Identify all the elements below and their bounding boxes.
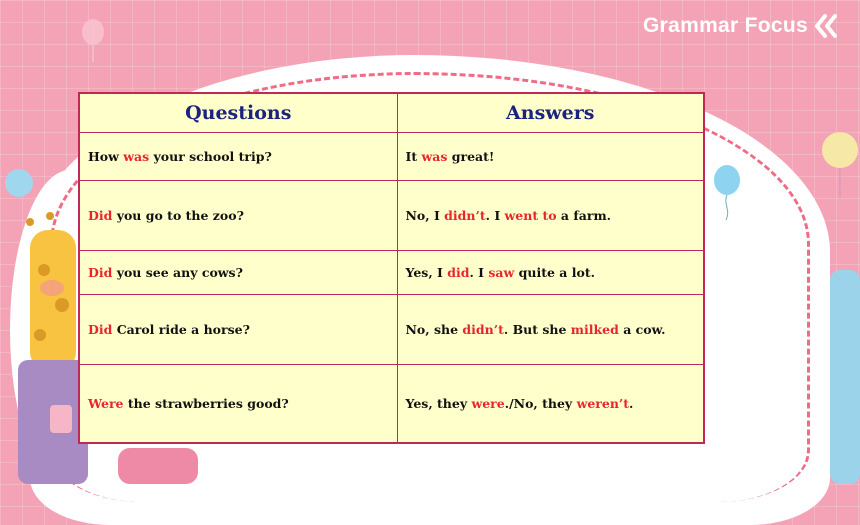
highlighted-word: went to [504, 208, 557, 223]
question-cell [79, 365, 397, 444]
question-cell [79, 251, 397, 295]
sentence-text: No, I [405, 208, 445, 223]
sentence-text: your school trip? [149, 149, 272, 164]
sentence-text: . I [469, 265, 489, 280]
table-header-row [79, 93, 704, 133]
sentence-text: . But she [503, 322, 571, 337]
highlighted-word: was [421, 149, 448, 164]
sentence-text: It [405, 149, 422, 164]
question-cell [79, 133, 397, 181]
sentence-text: . [629, 396, 634, 411]
sentence-text: No, she [405, 322, 463, 337]
character-illustration [820, 270, 860, 484]
highlighted-word: Did [88, 208, 113, 223]
highlighted-word: milked [570, 322, 619, 337]
highlighted-word: Were [88, 396, 124, 411]
highlighted-word: didn’t [462, 322, 504, 337]
balloon-icon [4, 168, 34, 208]
column-header-questions: Questions [79, 93, 397, 133]
sentence-text: quite a lot. [514, 265, 595, 280]
highlighted-word: was [123, 149, 150, 164]
sentence-text: . I [485, 208, 505, 223]
answer-cell [397, 181, 704, 251]
character-illustration [118, 440, 198, 484]
sentence-text: ./No, they [504, 396, 577, 411]
table-row [79, 133, 704, 181]
sentence-text: a farm. [556, 208, 612, 223]
highlighted-word: did [447, 265, 470, 280]
answer-cell [397, 365, 704, 444]
table-row [79, 295, 704, 365]
balloon-icon [712, 164, 742, 220]
highlighted-word: saw [488, 265, 515, 280]
sentence-text: you go to the zoo? [112, 208, 244, 223]
table-row [79, 251, 704, 295]
answer-cell [397, 251, 704, 295]
highlighted-word: didn’t [444, 208, 486, 223]
sentence-text: How [88, 149, 124, 164]
sentence-text: a cow. [618, 322, 666, 337]
section-title: Grammar Focus [643, 14, 808, 37]
sentence-text: Carol ride a horse? [112, 322, 250, 337]
balloon-icon [820, 132, 860, 198]
highlighted-word: weren’t [576, 396, 630, 411]
double-chevron-left-icon[interactable] [814, 12, 838, 40]
sentence-text: Yes, I [405, 265, 448, 280]
table-row [79, 181, 704, 251]
sentence-text: Yes, they [405, 396, 472, 411]
highlighted-word: Did [88, 265, 113, 280]
sentence-text: great! [447, 149, 495, 164]
question-cell [79, 181, 397, 251]
grammar-table [78, 92, 705, 444]
highlighted-word: were [471, 396, 505, 411]
sentence-text: the strawberries good? [123, 396, 289, 411]
column-header-answers: Answers [397, 93, 704, 133]
sentence-text: you see any cows? [112, 265, 243, 280]
answer-cell [397, 295, 704, 365]
answer-cell [397, 133, 704, 181]
table-row [79, 365, 704, 444]
highlighted-word: Did [88, 322, 113, 337]
balloon-icon [80, 18, 106, 62]
question-cell [79, 295, 397, 365]
